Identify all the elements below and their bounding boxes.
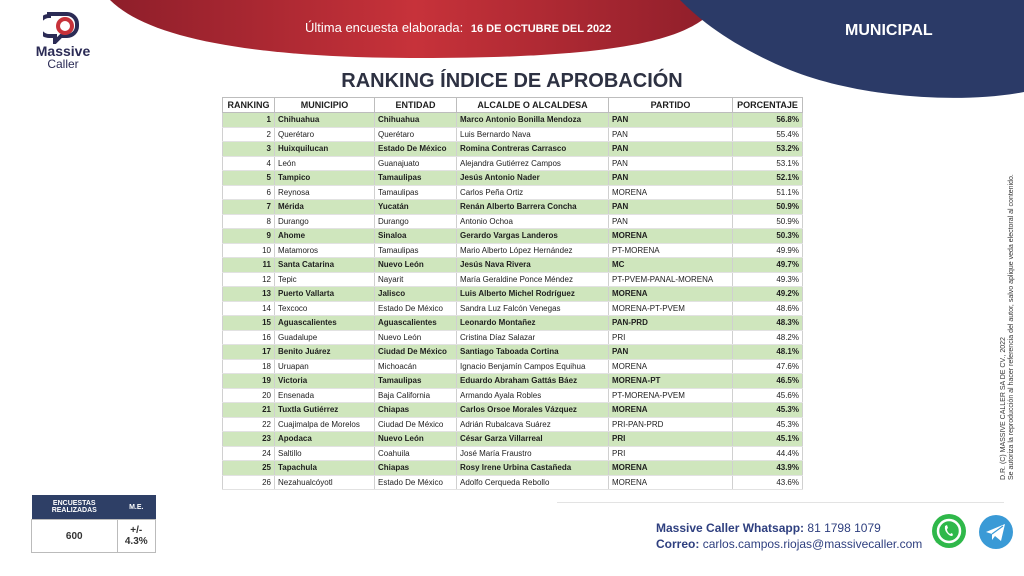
- cell-ranking: 20: [223, 388, 275, 403]
- cell-alcalde: Carlos Orsoe Morales Vázquez: [457, 403, 609, 418]
- ranking-table-body: [223, 113, 803, 490]
- cell-entidad: Coahuila: [375, 446, 457, 461]
- table-row: [223, 258, 803, 273]
- cell-municipio: Apodaca: [275, 432, 375, 447]
- cell-partido: PAN: [609, 156, 733, 171]
- cell-porcentaje: 53.1%: [733, 156, 803, 171]
- cell-ranking: 1: [223, 113, 275, 128]
- cell-ranking: 5: [223, 171, 275, 186]
- cell-ranking: 21: [223, 403, 275, 418]
- cell-partido: MORENA: [609, 461, 733, 476]
- cell-entidad: Ciudad De México: [375, 417, 457, 432]
- cell-alcalde: Sandra Luz Falcón Venegas: [457, 301, 609, 316]
- table-row: [223, 461, 803, 476]
- cell-entidad: Tamaulipas: [375, 243, 457, 258]
- logo-subtext: Caller: [47, 57, 79, 71]
- column-header-entidad: ENTIDAD: [375, 98, 457, 113]
- cell-alcalde: Adolfo Cerqueda Rebollo: [457, 475, 609, 490]
- cell-municipio: Guadalupe: [275, 330, 375, 345]
- cell-alcalde: Antonio Ochoa: [457, 214, 609, 229]
- column-header-partido: PARTIDO: [609, 98, 733, 113]
- whatsapp-label: Massive Caller Whatsapp:: [656, 521, 805, 535]
- table-row: [223, 359, 803, 374]
- cell-entidad: Querétaro: [375, 127, 457, 142]
- whatsapp-icon[interactable]: [930, 512, 968, 550]
- cell-porcentaje: 44.4%: [733, 446, 803, 461]
- cell-entidad: Guanajuato: [375, 156, 457, 171]
- cell-ranking: 10: [223, 243, 275, 258]
- cell-porcentaje: 45.6%: [733, 388, 803, 403]
- cell-ranking: 16: [223, 330, 275, 345]
- table-row: [223, 272, 803, 287]
- cell-municipio: Santa Catarina: [275, 258, 375, 273]
- table-row: [223, 475, 803, 490]
- stats-header-surveys: ENCUESTAS REALIZADAS: [32, 495, 118, 520]
- cell-ranking: 19: [223, 374, 275, 389]
- stats-value-margin: +/- 4.3%: [117, 520, 155, 553]
- cell-alcalde: Jesús Nava Rivera: [457, 258, 609, 273]
- cell-partido: PAN: [609, 142, 733, 157]
- cell-alcalde: Mario Alberto López Hernández: [457, 243, 609, 258]
- cell-entidad: Durango: [375, 214, 457, 229]
- cell-alcalde: Santiago Taboada Cortina: [457, 345, 609, 360]
- cell-ranking: 12: [223, 272, 275, 287]
- municipal-badge: MUNICIPAL: [845, 22, 933, 39]
- cell-partido: MORENA: [609, 359, 733, 374]
- table-row: [223, 127, 803, 142]
- cell-ranking: 3: [223, 142, 275, 157]
- cell-alcalde: Adrián Rubalcava Suárez: [457, 417, 609, 432]
- cell-entidad: Estado De México: [375, 301, 457, 316]
- cell-entidad: Estado De México: [375, 475, 457, 490]
- cell-porcentaje: 49.3%: [733, 272, 803, 287]
- cell-partido: PRI: [609, 446, 733, 461]
- cell-municipio: Texcoco: [275, 301, 375, 316]
- cell-entidad: Nuevo León: [375, 330, 457, 345]
- table-row: [223, 330, 803, 345]
- footer-divider: [557, 502, 1004, 503]
- cell-partido: PAN: [609, 127, 733, 142]
- ranking-table: [222, 97, 803, 490]
- cell-entidad: Tamaulipas: [375, 185, 457, 200]
- cell-porcentaje: 43.9%: [733, 461, 803, 476]
- cell-entidad: Jalisco: [375, 287, 457, 302]
- cell-porcentaje: 51.1%: [733, 185, 803, 200]
- survey-info: [305, 20, 611, 35]
- cell-ranking: 11: [223, 258, 275, 273]
- cell-municipio: Reynosa: [275, 185, 375, 200]
- cell-porcentaje: 50.9%: [733, 200, 803, 215]
- cell-alcalde: Alejandra Gutiérrez Campos: [457, 156, 609, 171]
- cell-partido: PAN-PRD: [609, 316, 733, 331]
- cell-alcalde: Luis Alberto Michel Rodríguez: [457, 287, 609, 302]
- cell-ranking: 24: [223, 446, 275, 461]
- contact-info: [656, 520, 922, 552]
- table-row: [223, 156, 803, 171]
- cell-entidad: Tamaulipas: [375, 171, 457, 186]
- cell-ranking: 7: [223, 200, 275, 215]
- cell-entidad: Tamaulipas: [375, 374, 457, 389]
- cell-alcalde: Jesús Antonio Nader: [457, 171, 609, 186]
- cell-alcalde: Romina Contreras Carrasco: [457, 142, 609, 157]
- cell-alcalde: María Geraldine Ponce Méndez: [457, 272, 609, 287]
- cell-partido: MC: [609, 258, 733, 273]
- cell-alcalde: Rosy Irene Urbina Castañeda: [457, 461, 609, 476]
- cell-ranking: 23: [223, 432, 275, 447]
- cell-municipio: Benito Juárez: [275, 345, 375, 360]
- legal-line-2: Se autoriza la reproducción al hacer referencia del autor, salvo aplique veda electoral al contenido.: [1008, 174, 1015, 480]
- cell-porcentaje: 48.3%: [733, 316, 803, 331]
- cell-municipio: Victoria: [275, 374, 375, 389]
- cell-ranking: 6: [223, 185, 275, 200]
- cell-partido: MORENA: [609, 185, 733, 200]
- cell-porcentaje: 48.1%: [733, 345, 803, 360]
- cell-porcentaje: 45.3%: [733, 403, 803, 418]
- cell-alcalde: Leonardo Montañez: [457, 316, 609, 331]
- cell-partido: MORENA-PT: [609, 374, 733, 389]
- cell-porcentaje: 55.4%: [733, 127, 803, 142]
- cell-municipio: Tuxtla Gutiérrez: [275, 403, 375, 418]
- cell-municipio: Ensenada: [275, 388, 375, 403]
- cell-municipio: Querétaro: [275, 127, 375, 142]
- cell-entidad: Yucatán: [375, 200, 457, 215]
- cell-municipio: Ahome: [275, 229, 375, 244]
- table-row: [223, 316, 803, 331]
- table-row: [223, 200, 803, 215]
- cell-entidad: Michoacán: [375, 359, 457, 374]
- cell-porcentaje: 43.6%: [733, 475, 803, 490]
- cell-entidad: Nuevo León: [375, 432, 457, 447]
- logo-mark-icon: [43, 10, 83, 44]
- cell-porcentaje: 49.7%: [733, 258, 803, 273]
- cell-municipio: León: [275, 156, 375, 171]
- telegram-icon[interactable]: [978, 514, 1014, 550]
- cell-partido: PAN: [609, 345, 733, 360]
- cell-entidad: Chiapas: [375, 461, 457, 476]
- cell-porcentaje: 48.6%: [733, 301, 803, 316]
- cell-municipio: Matamoros: [275, 243, 375, 258]
- cell-ranking: 8: [223, 214, 275, 229]
- survey-label: Última encuesta elaborada:: [305, 20, 464, 35]
- cell-ranking: 4: [223, 156, 275, 171]
- cell-entidad: Baja California: [375, 388, 457, 403]
- cell-porcentaje: 49.9%: [733, 243, 803, 258]
- cell-entidad: Nuevo León: [375, 258, 457, 273]
- cell-partido: MORENA: [609, 403, 733, 418]
- cell-municipio: Tampico: [275, 171, 375, 186]
- column-header-ranking: RANKING: [223, 98, 275, 113]
- survey-stats: [31, 495, 156, 553]
- table-header-row: [223, 98, 803, 113]
- table-row: [223, 432, 803, 447]
- cell-partido: PT-MORENA: [609, 243, 733, 258]
- table-row: [223, 345, 803, 360]
- cell-entidad: Aguascalientes: [375, 316, 457, 331]
- cell-entidad: Estado De México: [375, 142, 457, 157]
- stats-header-margin: M.E.: [117, 495, 155, 520]
- cell-municipio: Tepic: [275, 272, 375, 287]
- cell-ranking: 13: [223, 287, 275, 302]
- cell-alcalde: Ignacio Benjamín Campos Equihua: [457, 359, 609, 374]
- cell-alcalde: Renán Alberto Barrera Concha: [457, 200, 609, 215]
- table-row: [223, 229, 803, 244]
- cell-partido: PAN: [609, 171, 733, 186]
- table-row: [223, 214, 803, 229]
- table-row: [223, 113, 803, 128]
- email-label: Correo:: [656, 537, 700, 551]
- cell-ranking: 14: [223, 301, 275, 316]
- cell-municipio: Saltillo: [275, 446, 375, 461]
- column-header-alcalde: ALCALDE O ALCALDESA: [457, 98, 609, 113]
- legal-line-1: D.R. (C) MASSIVE CALLER SA DE CV., 2022: [1000, 337, 1007, 480]
- cell-entidad: Nayarit: [375, 272, 457, 287]
- page-title: RANKING ÍNDICE DE APROBACIÓN: [341, 70, 683, 92]
- cell-porcentaje: 50.3%: [733, 229, 803, 244]
- cell-municipio: Chihuahua: [275, 113, 375, 128]
- cell-municipio: Aguascalientes: [275, 316, 375, 331]
- whatsapp-number[interactable]: 81 1798 1079: [807, 521, 881, 535]
- cell-porcentaje: 52.1%: [733, 171, 803, 186]
- table-row: [223, 374, 803, 389]
- table-row: [223, 417, 803, 432]
- cell-partido: PRI-PAN-PRD: [609, 417, 733, 432]
- logo-text: Massive: [35, 43, 91, 59]
- cell-ranking: 22: [223, 417, 275, 432]
- cell-ranking: 26: [223, 475, 275, 490]
- stats-value-surveys: 600: [32, 520, 118, 553]
- cell-alcalde: César Garza Villarreal: [457, 432, 609, 447]
- cell-porcentaje: 46.5%: [733, 374, 803, 389]
- email-link[interactable]: carlos.campos.riojas@massivecaller.com: [702, 537, 923, 551]
- cell-alcalde: Armando Ayala Robles: [457, 388, 609, 403]
- cell-municipio: Nezahualcóyotl: [275, 475, 375, 490]
- cell-entidad: Sinaloa: [375, 229, 457, 244]
- cell-ranking: 15: [223, 316, 275, 331]
- cell-partido: MORENA: [609, 287, 733, 302]
- cell-alcalde: José María Fraustro: [457, 446, 609, 461]
- column-header-municipio: MUNICIPIO: [275, 98, 375, 113]
- cell-alcalde: Marco Antonio Bonilla Mendoza: [457, 113, 609, 128]
- cell-partido: PRI: [609, 330, 733, 345]
- cell-alcalde: Luis Bernardo Nava: [457, 127, 609, 142]
- cell-ranking: 9: [223, 229, 275, 244]
- cell-municipio: Puerto Vallarta: [275, 287, 375, 302]
- cell-alcalde: Carlos Peña Ortiz: [457, 185, 609, 200]
- cell-municipio: Tapachula: [275, 461, 375, 476]
- table-row: [223, 388, 803, 403]
- table-row: [223, 446, 803, 461]
- cell-municipio: Durango: [275, 214, 375, 229]
- cell-partido: PAN: [609, 200, 733, 215]
- cell-partido: PT-PVEM-PANAL-MORENA: [609, 272, 733, 287]
- table-row: [223, 142, 803, 157]
- cell-porcentaje: 47.6%: [733, 359, 803, 374]
- cell-porcentaje: 48.2%: [733, 330, 803, 345]
- cell-porcentaje: 45.3%: [733, 417, 803, 432]
- cell-ranking: 25: [223, 461, 275, 476]
- cell-porcentaje: 49.2%: [733, 287, 803, 302]
- cell-porcentaje: 56.8%: [733, 113, 803, 128]
- cell-entidad: Ciudad De México: [375, 345, 457, 360]
- legal-notice: [1000, 100, 1014, 480]
- table-row: [223, 301, 803, 316]
- cell-partido: MORENA-PT-PVEM: [609, 301, 733, 316]
- table-row: [223, 403, 803, 418]
- cell-alcalde: Cristina Díaz Salazar: [457, 330, 609, 345]
- cell-alcalde: Gerardo Vargas Landeros: [457, 229, 609, 244]
- table-row: [223, 171, 803, 186]
- cell-porcentaje: 45.1%: [733, 432, 803, 447]
- cell-partido: MORENA: [609, 229, 733, 244]
- cell-partido: PAN: [609, 113, 733, 128]
- cell-ranking: 2: [223, 127, 275, 142]
- cell-municipio: Cuajimalpa de Morelos: [275, 417, 375, 432]
- cell-ranking: 17: [223, 345, 275, 360]
- column-header-porcentaje: PORCENTAJE: [733, 98, 803, 113]
- cell-municipio: Huixquilucan: [275, 142, 375, 157]
- cell-municipio: Mérida: [275, 200, 375, 215]
- cell-porcentaje: 50.9%: [733, 214, 803, 229]
- cell-partido: PT-MORENA-PVEM: [609, 388, 733, 403]
- logo: [28, 10, 98, 80]
- table-row: [223, 287, 803, 302]
- cell-partido: MORENA: [609, 475, 733, 490]
- cell-ranking: 18: [223, 359, 275, 374]
- cell-partido: PRI: [609, 432, 733, 447]
- survey-date: 16 DE OCTUBRE DEL 2022: [470, 23, 612, 35]
- cell-entidad: Chiapas: [375, 403, 457, 418]
- cell-porcentaje: 53.2%: [733, 142, 803, 157]
- table-row: [223, 243, 803, 258]
- cell-alcalde: Eduardo Abraham Gattás Báez: [457, 374, 609, 389]
- cell-municipio: Uruapan: [275, 359, 375, 374]
- cell-entidad: Chihuahua: [375, 113, 457, 128]
- table-row: [223, 185, 803, 200]
- cell-partido: PAN: [609, 214, 733, 229]
